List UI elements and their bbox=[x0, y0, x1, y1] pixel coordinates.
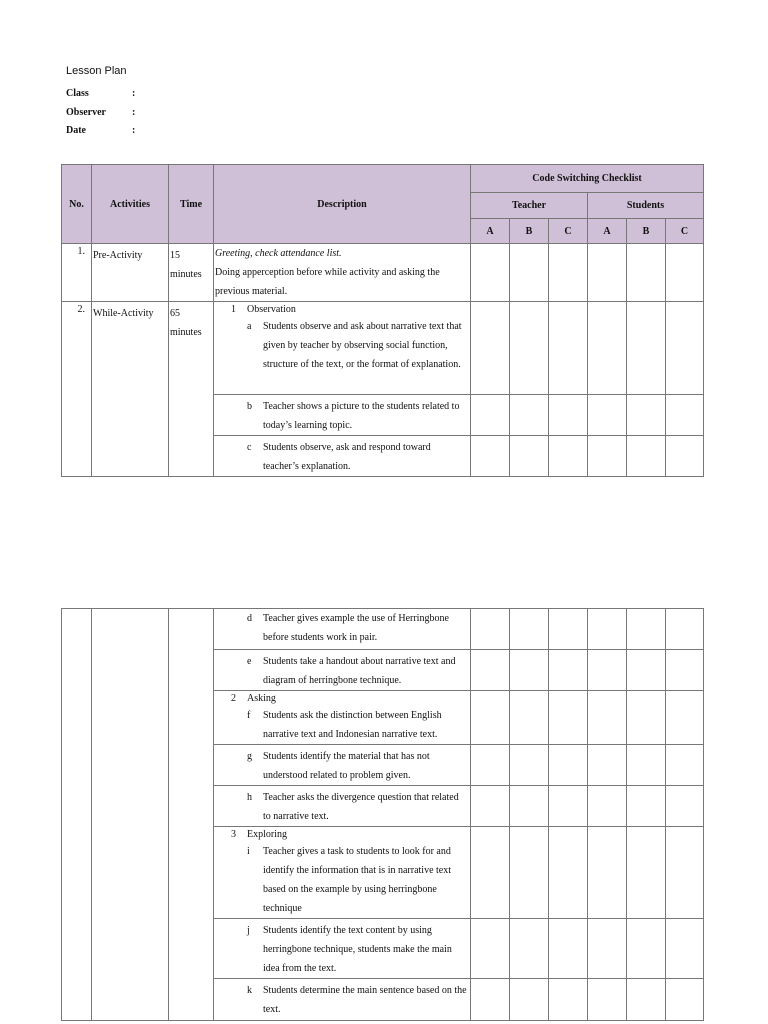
row-time: 65 minutes bbox=[169, 302, 214, 477]
description-item bbox=[215, 609, 468, 647]
check-cell bbox=[588, 691, 627, 745]
row-number: 2. bbox=[62, 302, 92, 477]
description-item bbox=[215, 438, 468, 476]
header-code: B bbox=[510, 219, 549, 244]
description-item bbox=[215, 317, 468, 374]
header-activities: Activities bbox=[92, 165, 169, 244]
item-letter: f bbox=[247, 710, 251, 721]
check-cell bbox=[471, 786, 510, 827]
check-cell bbox=[510, 244, 549, 302]
item-text: Students observe, ask and respond toward teacher’s explanation. bbox=[263, 442, 431, 472]
check-cell bbox=[627, 745, 666, 786]
item-letter: h bbox=[247, 792, 252, 803]
row-description bbox=[214, 302, 471, 395]
lesson-plan-table bbox=[61, 164, 704, 477]
check-cell bbox=[471, 979, 510, 1021]
check-cell bbox=[588, 827, 627, 919]
check-cell bbox=[471, 609, 510, 650]
class-field bbox=[66, 88, 136, 99]
item-letter: d bbox=[247, 613, 252, 624]
description-item bbox=[215, 842, 468, 918]
check-cell bbox=[627, 919, 666, 979]
row-description bbox=[214, 827, 471, 919]
header-no: No. bbox=[62, 165, 92, 244]
check-cell bbox=[471, 650, 510, 691]
check-cell bbox=[471, 919, 510, 979]
check-cell bbox=[627, 436, 666, 477]
header-code: A bbox=[471, 219, 510, 244]
check-cell bbox=[666, 436, 704, 477]
row-description bbox=[214, 691, 471, 745]
item-text: Students observe and ask about narrative text that given by teacher by observing social function, structure of the text, or the format of explanation. bbox=[263, 321, 462, 370]
class-colon: : bbox=[132, 88, 136, 99]
check-cell bbox=[588, 436, 627, 477]
row-description bbox=[214, 919, 471, 979]
item-letter: j bbox=[247, 925, 250, 936]
check-cell bbox=[549, 302, 588, 395]
description-item bbox=[215, 397, 468, 435]
row-description bbox=[214, 395, 471, 436]
check-cell bbox=[588, 395, 627, 436]
check-cell bbox=[666, 650, 704, 691]
date-colon: : bbox=[132, 125, 136, 136]
row-activity bbox=[92, 609, 169, 1021]
row-number bbox=[62, 609, 92, 1021]
section-heading: 2 Asking bbox=[231, 693, 276, 704]
check-cell bbox=[666, 979, 704, 1021]
check-cell bbox=[510, 650, 549, 691]
row-description bbox=[214, 745, 471, 786]
item-text: Students identify the text content by using herringbone technique, students make the main idea from the text. bbox=[263, 925, 452, 974]
check-cell bbox=[549, 827, 588, 919]
header-checklist: Code Switching Checklist bbox=[471, 165, 704, 193]
check-cell bbox=[510, 827, 549, 919]
check-cell bbox=[471, 395, 510, 436]
check-cell bbox=[627, 786, 666, 827]
item-letter: i bbox=[247, 846, 250, 857]
header-code: B bbox=[627, 219, 666, 244]
description-item bbox=[215, 921, 468, 978]
check-cell bbox=[549, 436, 588, 477]
row-description bbox=[214, 609, 471, 650]
header-time: Time bbox=[169, 165, 214, 244]
check-cell bbox=[510, 979, 549, 1021]
item-letter: a bbox=[247, 321, 252, 332]
check-cell bbox=[627, 650, 666, 691]
item-text: Students take a handout about narrative text and diagram of herringbone technique. bbox=[263, 656, 456, 686]
table-row bbox=[62, 609, 704, 650]
check-cell bbox=[666, 691, 704, 745]
observer-label: Observer bbox=[66, 107, 106, 118]
observer-colon: : bbox=[132, 107, 136, 118]
check-cell bbox=[510, 436, 549, 477]
row-description bbox=[214, 650, 471, 691]
check-cell bbox=[549, 919, 588, 979]
check-cell bbox=[471, 244, 510, 302]
row-description bbox=[214, 436, 471, 477]
check-cell bbox=[510, 786, 549, 827]
check-cell bbox=[588, 609, 627, 650]
item-text: Students determine the main sentence based on the text. bbox=[263, 985, 467, 1015]
check-cell bbox=[471, 691, 510, 745]
table-row bbox=[62, 244, 704, 302]
check-cell bbox=[549, 395, 588, 436]
description-item bbox=[215, 747, 468, 785]
check-cell bbox=[666, 395, 704, 436]
check-cell bbox=[549, 609, 588, 650]
item-text: Teacher shows a picture to the students related to today’s learning topic. bbox=[263, 401, 460, 431]
date-label: Date bbox=[66, 125, 86, 136]
check-cell bbox=[666, 745, 704, 786]
item-letter: b bbox=[247, 401, 252, 412]
section-heading: 1 Observation bbox=[231, 304, 296, 315]
check-cell bbox=[627, 827, 666, 919]
row-description bbox=[214, 244, 471, 302]
check-cell bbox=[588, 302, 627, 395]
item-text: Teacher asks the divergence question that related to narrative text. bbox=[263, 792, 459, 822]
check-cell bbox=[471, 302, 510, 395]
check-cell bbox=[549, 979, 588, 1021]
header-students: Students bbox=[588, 193, 704, 219]
header-code: C bbox=[549, 219, 588, 244]
check-cell bbox=[588, 745, 627, 786]
row-description bbox=[214, 979, 471, 1021]
lesson-plan-table-continued bbox=[61, 608, 704, 1021]
section-heading: 3 Exploring bbox=[231, 829, 287, 840]
observer-field bbox=[66, 107, 136, 118]
description-item bbox=[215, 706, 468, 744]
class-label: Class bbox=[66, 88, 89, 99]
row-activity: While-Activity bbox=[92, 302, 169, 477]
check-cell bbox=[666, 786, 704, 827]
check-cell bbox=[510, 745, 549, 786]
check-cell bbox=[627, 244, 666, 302]
description-item bbox=[215, 652, 468, 690]
check-cell bbox=[588, 919, 627, 979]
check-cell bbox=[510, 302, 549, 395]
date-field bbox=[66, 125, 136, 136]
check-cell bbox=[588, 979, 627, 1021]
check-cell bbox=[510, 395, 549, 436]
item-letter: e bbox=[247, 656, 252, 667]
item-text: Students ask the distinction between English narrative text and Indonesian narrative text. bbox=[263, 710, 442, 740]
item-letter: c bbox=[247, 442, 252, 453]
item-text: Teacher gives a task to students to look for and identify the information that is in narrative text based on the example by using herringbone technique bbox=[263, 846, 452, 914]
check-cell bbox=[627, 691, 666, 745]
item-letter: k bbox=[247, 985, 252, 996]
check-cell bbox=[666, 302, 704, 395]
item-text: Teacher gives example the use of Herringbone before students work in pair. bbox=[263, 613, 449, 643]
description-line: Doing apperception before while activity and asking the previous material. bbox=[215, 267, 440, 297]
check-cell bbox=[549, 650, 588, 691]
check-cell bbox=[549, 691, 588, 745]
item-letter: g bbox=[247, 751, 252, 762]
table-row bbox=[62, 302, 704, 395]
check-cell bbox=[666, 919, 704, 979]
check-cell bbox=[666, 244, 704, 302]
row-number: 1. bbox=[62, 244, 92, 302]
check-cell bbox=[510, 609, 549, 650]
check-cell bbox=[666, 609, 704, 650]
check-cell bbox=[549, 786, 588, 827]
header-code: C bbox=[666, 219, 704, 244]
check-cell bbox=[510, 919, 549, 979]
check-cell bbox=[627, 979, 666, 1021]
check-cell bbox=[471, 745, 510, 786]
check-cell bbox=[588, 244, 627, 302]
row-time: 15 minutes bbox=[169, 244, 214, 302]
header-code: A bbox=[588, 219, 627, 244]
check-cell bbox=[471, 436, 510, 477]
check-cell bbox=[627, 302, 666, 395]
check-cell bbox=[588, 650, 627, 691]
check-cell bbox=[666, 827, 704, 919]
check-cell bbox=[510, 691, 549, 745]
check-cell bbox=[627, 609, 666, 650]
header-description: Description bbox=[214, 165, 471, 244]
check-cell bbox=[471, 827, 510, 919]
description-line: Greeting, check attendance list. bbox=[215, 248, 342, 259]
check-cell bbox=[588, 786, 627, 827]
item-text: Students identify the material that has not understood related to problem given. bbox=[263, 751, 430, 781]
header-teacher: Teacher bbox=[471, 193, 588, 219]
row-description bbox=[214, 786, 471, 827]
check-cell bbox=[549, 244, 588, 302]
row-time bbox=[169, 609, 214, 1021]
description-item bbox=[215, 981, 468, 1019]
row-activity: Pre-Activity bbox=[92, 244, 169, 302]
check-cell bbox=[549, 745, 588, 786]
description-item bbox=[215, 788, 468, 826]
check-cell bbox=[627, 395, 666, 436]
document-title: Lesson Plan bbox=[66, 65, 127, 77]
